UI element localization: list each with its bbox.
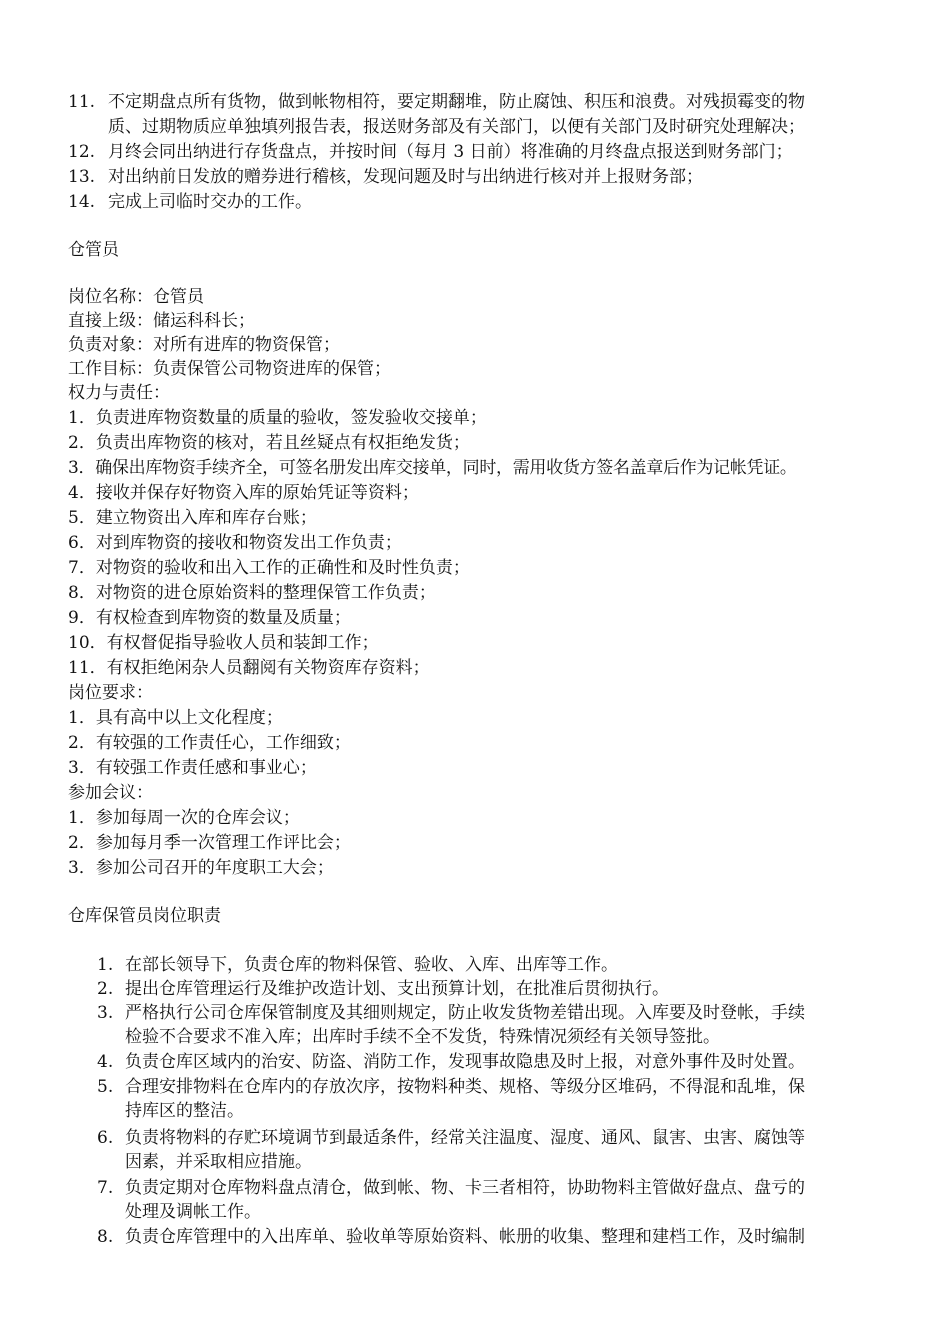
- list-item: 5．建立物资出入库和库存台账；: [68, 508, 317, 528]
- field-line: 负责对象：对所有进库的物资保管；: [68, 335, 340, 355]
- list-item: 6. 负责将物料的存贮环境调节到最适条件，经常关注温度、湿度、通风、鼠害、虫害、腐蚀等: [97, 1128, 805, 1148]
- list-item: 5. 合理安排物料在仓库内的存放次序，按物料种类、规格、等级分区堆码，不得混和乱堆，保: [97, 1077, 805, 1097]
- list-item: 1．参加每周一次的仓库会议；: [68, 808, 300, 828]
- list-item: 8．对物资的进仓原始资料的整理保管工作负责；: [68, 583, 436, 603]
- requirements-title: 岗位要求：: [68, 683, 153, 703]
- list-item: 2．负责出库物资的核对，若且丝疑点有权拒绝发货；: [68, 433, 470, 453]
- list-item: 8. 负责仓库管理中的入出库单、验收单等原始资料、帐册的收集、整理和建档工作，及时编制: [97, 1227, 805, 1247]
- list-item: 3．确保出库物资手续齐全，可签名册发出库交接单，同时，需用收货方签名盖章后作为记帐凭证。: [68, 458, 797, 478]
- field-line: 工作目标：负责保管公司物资进库的保管；: [68, 359, 391, 379]
- list-item: 3．参加公司召开的年度职工大会；: [68, 858, 334, 878]
- field-line: 岗位名称：仓管员: [68, 287, 204, 307]
- list-item: 1．负责进库物资数量的质量的验收，签发验收交接单；: [68, 408, 487, 428]
- list-item: 12. 月终会同出纳进行存货盘点，并按时间（每月 3 日前）将准确的月终盘点报送到财务部门；: [68, 142, 793, 162]
- list-item: 2．有较强的工作责任心，工作细致；: [68, 733, 351, 753]
- list-item: 4．接收并保存好物资入库的原始凭证等资料；: [68, 483, 419, 503]
- list-item-continuation: 检验不合要求不准入库；出库时手续不全不发货，特殊情况须经有关领导签批。: [125, 1027, 720, 1047]
- section-heading: 仓管员: [68, 240, 119, 260]
- list-item: 3．有较强工作责任感和事业心；: [68, 758, 317, 778]
- list-item: 13. 对出纳前日发放的赠券进行稽核，发现问题及时与出纳进行核对并上报财务部；: [68, 167, 703, 187]
- list-item: 1．具有高中以上文化程度；: [68, 708, 283, 728]
- list-item-continuation: 处理及调帐工作。: [125, 1202, 261, 1222]
- list-item: 1. 在部长领导下，负责仓库的物料保管、验收、入库、出库等工作。: [97, 955, 618, 975]
- list-item: 3. 严格执行公司仓库保管制度及其细则规定，防止收发货物差错出现。入库要及时登帐，手续: [97, 1003, 805, 1023]
- list-item: 6．对到库物资的接收和物资发出工作负责；: [68, 533, 402, 553]
- list-item: 14. 完成上司临时交办的工作。: [68, 192, 312, 212]
- list-item: 11．有权拒绝闲杂人员翻阅有关物资库存资料；: [68, 658, 430, 678]
- list-item-continuation: 因素，并采取相应措施。: [125, 1152, 312, 1172]
- list-item: 10．有权督促指导验收人员和装卸工作；: [68, 633, 379, 653]
- section-heading: 仓库保管员岗位职责: [68, 906, 221, 926]
- list-item: 7．对物资的验收和出入工作的正确性和及时性负责；: [68, 558, 470, 578]
- field-line: 直接上级：储运科科长；: [68, 311, 255, 331]
- field-line: 权力与责任：: [68, 383, 170, 403]
- list-item: 2．参加每月季一次管理工作评比会；: [68, 833, 351, 853]
- list-item: 11. 不定期盘点所有货物，做到帐物相符，要定期翻堆，防止腐蚀、积压和浪费。对残损霉变的物: [68, 92, 805, 112]
- list-item-continuation: 质、过期物质应单独填列报告表，报送财务部及有关部门，以便有关部门及时研究处理解决；: [108, 117, 805, 137]
- list-item: 4. 负责仓库区域内的治安、防盗、消防工作，发现事故隐患及时上报，对意外事件及时处置。: [97, 1052, 805, 1072]
- list-item: 9．有权检查到库物资的数量及质量；: [68, 608, 351, 628]
- meetings-title: 参加会议：: [68, 783, 153, 803]
- list-item: 2. 提出仓库管理运行及维护改造计划、支出预算计划，在批准后贯彻执行。: [97, 979, 669, 999]
- list-item-continuation: 持库区的整洁。: [125, 1101, 244, 1121]
- list-item: 7. 负责定期对仓库物料盘点清仓，做到帐、物、卡三者相符，协助物料主管做好盘点、盘亏的: [97, 1178, 805, 1198]
